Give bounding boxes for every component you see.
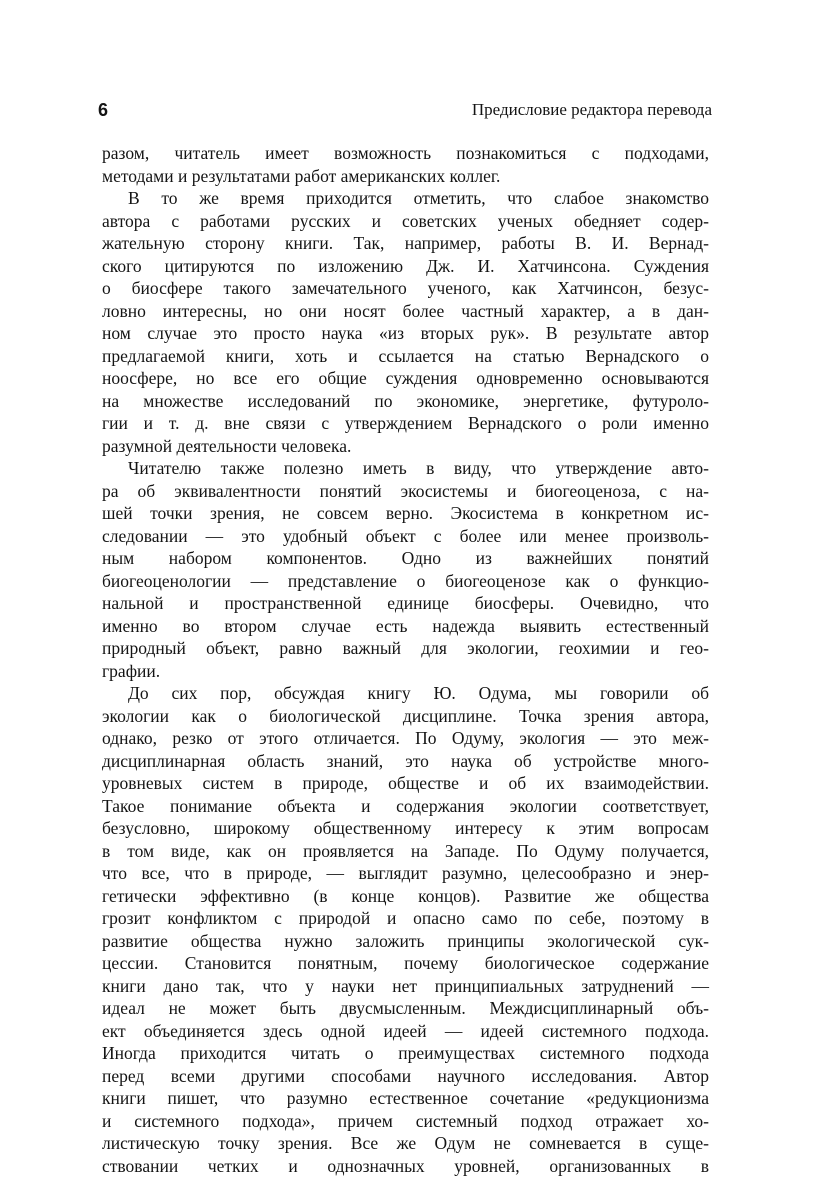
text-line: гии и т. д. вне связи с утверждением Вернадского о роли именно bbox=[102, 413, 709, 433]
paragraph bbox=[102, 457, 709, 682]
text-line: и системного подхода», причем системный подход отражает хо- bbox=[102, 1110, 709, 1131]
text-line: ского цитируются по изложению Дж. И. Хатчинсона. Суждения bbox=[102, 255, 709, 276]
text-line: на множестве исследований по экономике, энергетике, футуроло- bbox=[102, 390, 709, 411]
text-line: ным набором компонентов. Одно из важнейших понятий bbox=[102, 548, 709, 568]
paragraph bbox=[102, 187, 709, 457]
text-line: разом, читатель имеет возможность познакомиться с подходами, bbox=[102, 143, 709, 163]
text-line: ноосфере, но все его общие суждения одновременно основываются bbox=[102, 368, 709, 388]
text-line: В то же время приходится отметить, что слабое знакомство bbox=[128, 188, 709, 208]
text-line: нальной и пространственной единице биосферы. Очевидно, что bbox=[102, 593, 709, 613]
text-line: ловно интересны, но они носят более частный характер, а в дан- bbox=[102, 300, 709, 321]
text-line: Такое понимание объекта и содержания экологии соответствует, bbox=[102, 795, 709, 816]
text-line: Читателю также полезно иметь в виду, что утверждение авто- bbox=[128, 458, 709, 478]
text-line: уровневых систем в природе, обществе и об их взаимодействии. bbox=[102, 773, 709, 793]
text-line: грозит конфликтом с природой и опасно само по себе, поэтому в bbox=[102, 908, 709, 928]
text-line: методами и результатами работ американских коллег. bbox=[102, 165, 501, 186]
text-line: автора с работами русских и советских ученых обедняет содер- bbox=[102, 210, 709, 231]
text-line: биогеоценологии — представление о биогеоценозе как о функцио- bbox=[102, 570, 709, 591]
text-line: в том виде, как он проявляется на Западе. По Одуму получается, bbox=[102, 840, 709, 861]
text-line: разумной деятельности человека. bbox=[102, 435, 352, 456]
text-line: безусловно, широкому общественному интересу к этим вопросам bbox=[102, 818, 709, 838]
paragraph bbox=[102, 142, 709, 187]
page-header bbox=[98, 98, 712, 122]
text-line: о биосфере такого замечательного ученого, как Хатчинсон, безус- bbox=[102, 278, 709, 298]
text-line: книги дано так, что у науки нет принципиальных затруднений — bbox=[102, 975, 709, 996]
text-line: До сих пор, обсуждая книгу Ю. Одума, мы говорили об bbox=[128, 683, 709, 703]
running-head: Предисловие редактора перевода bbox=[471, 100, 712, 119]
text-line: именно во втором случае есть надежда выявить естественный bbox=[102, 615, 709, 636]
text-line: шей точки зрения, не совсем верно. Экосистема в конкретном ис- bbox=[102, 503, 709, 523]
text-line: однако, резко от этого отличается. По Одуму, экология — это меж- bbox=[102, 728, 709, 748]
text-line: ном случае это просто наука «из вторых рук». В результате автор bbox=[102, 323, 709, 343]
text-line: что все, что в природе, — выглядит разумно, целесообразно и энер- bbox=[102, 863, 709, 883]
text-line: следовании — это удобный объект с более или менее произволь- bbox=[102, 525, 709, 546]
text-line: дисциплинарная область знаний, это наука об устройстве много- bbox=[102, 750, 709, 771]
text-line: предлагаемой книги, хоть и ссылается на статью Вернадского о bbox=[102, 345, 709, 366]
text-line: листическую точку зрения. Все же Одум не сомневается в суще- bbox=[102, 1133, 709, 1153]
text-line: идеал не может быть двусмысленным. Междисциплинарный объ- bbox=[102, 998, 709, 1018]
text-line: ра об эквивалентности понятий экосистемы и биогеоценоза, с на- bbox=[102, 480, 709, 501]
page-number: 6 bbox=[98, 100, 109, 120]
text-line: ствовании четких и однозначных уровней, организованных в bbox=[102, 1155, 709, 1176]
text-line: жательную сторону книги. Так, например, работы В. И. Вернад- bbox=[102, 233, 709, 253]
text-line: перед всеми другими способами научного исследования. Автор bbox=[102, 1065, 709, 1086]
text-line: ект объединяется здесь одной идеей — идеей системного подхода. bbox=[102, 1020, 709, 1041]
text-line: природный объект, равно важный для экологии, геохимии и гео- bbox=[102, 638, 709, 658]
text-line: гетически эффективно (в конце концов). Развитие же общества bbox=[102, 885, 709, 906]
paragraph bbox=[102, 682, 709, 1177]
text-line: цессии. Становится понятным, почему биологическое содержание bbox=[102, 953, 709, 973]
body-text bbox=[102, 142, 709, 1177]
text-line: развитие общества нужно заложить принципы экологической сук- bbox=[102, 930, 709, 951]
text-line: книги пишет, что разумно естественное сочетание «редукционизма bbox=[102, 1088, 709, 1108]
text-line: графии. bbox=[102, 660, 161, 681]
text-line: экологии как о биологической дисциплине. Точка зрения автора, bbox=[102, 705, 709, 726]
text-line: Иногда приходится читать о преимуществах системного подхода bbox=[102, 1043, 709, 1063]
